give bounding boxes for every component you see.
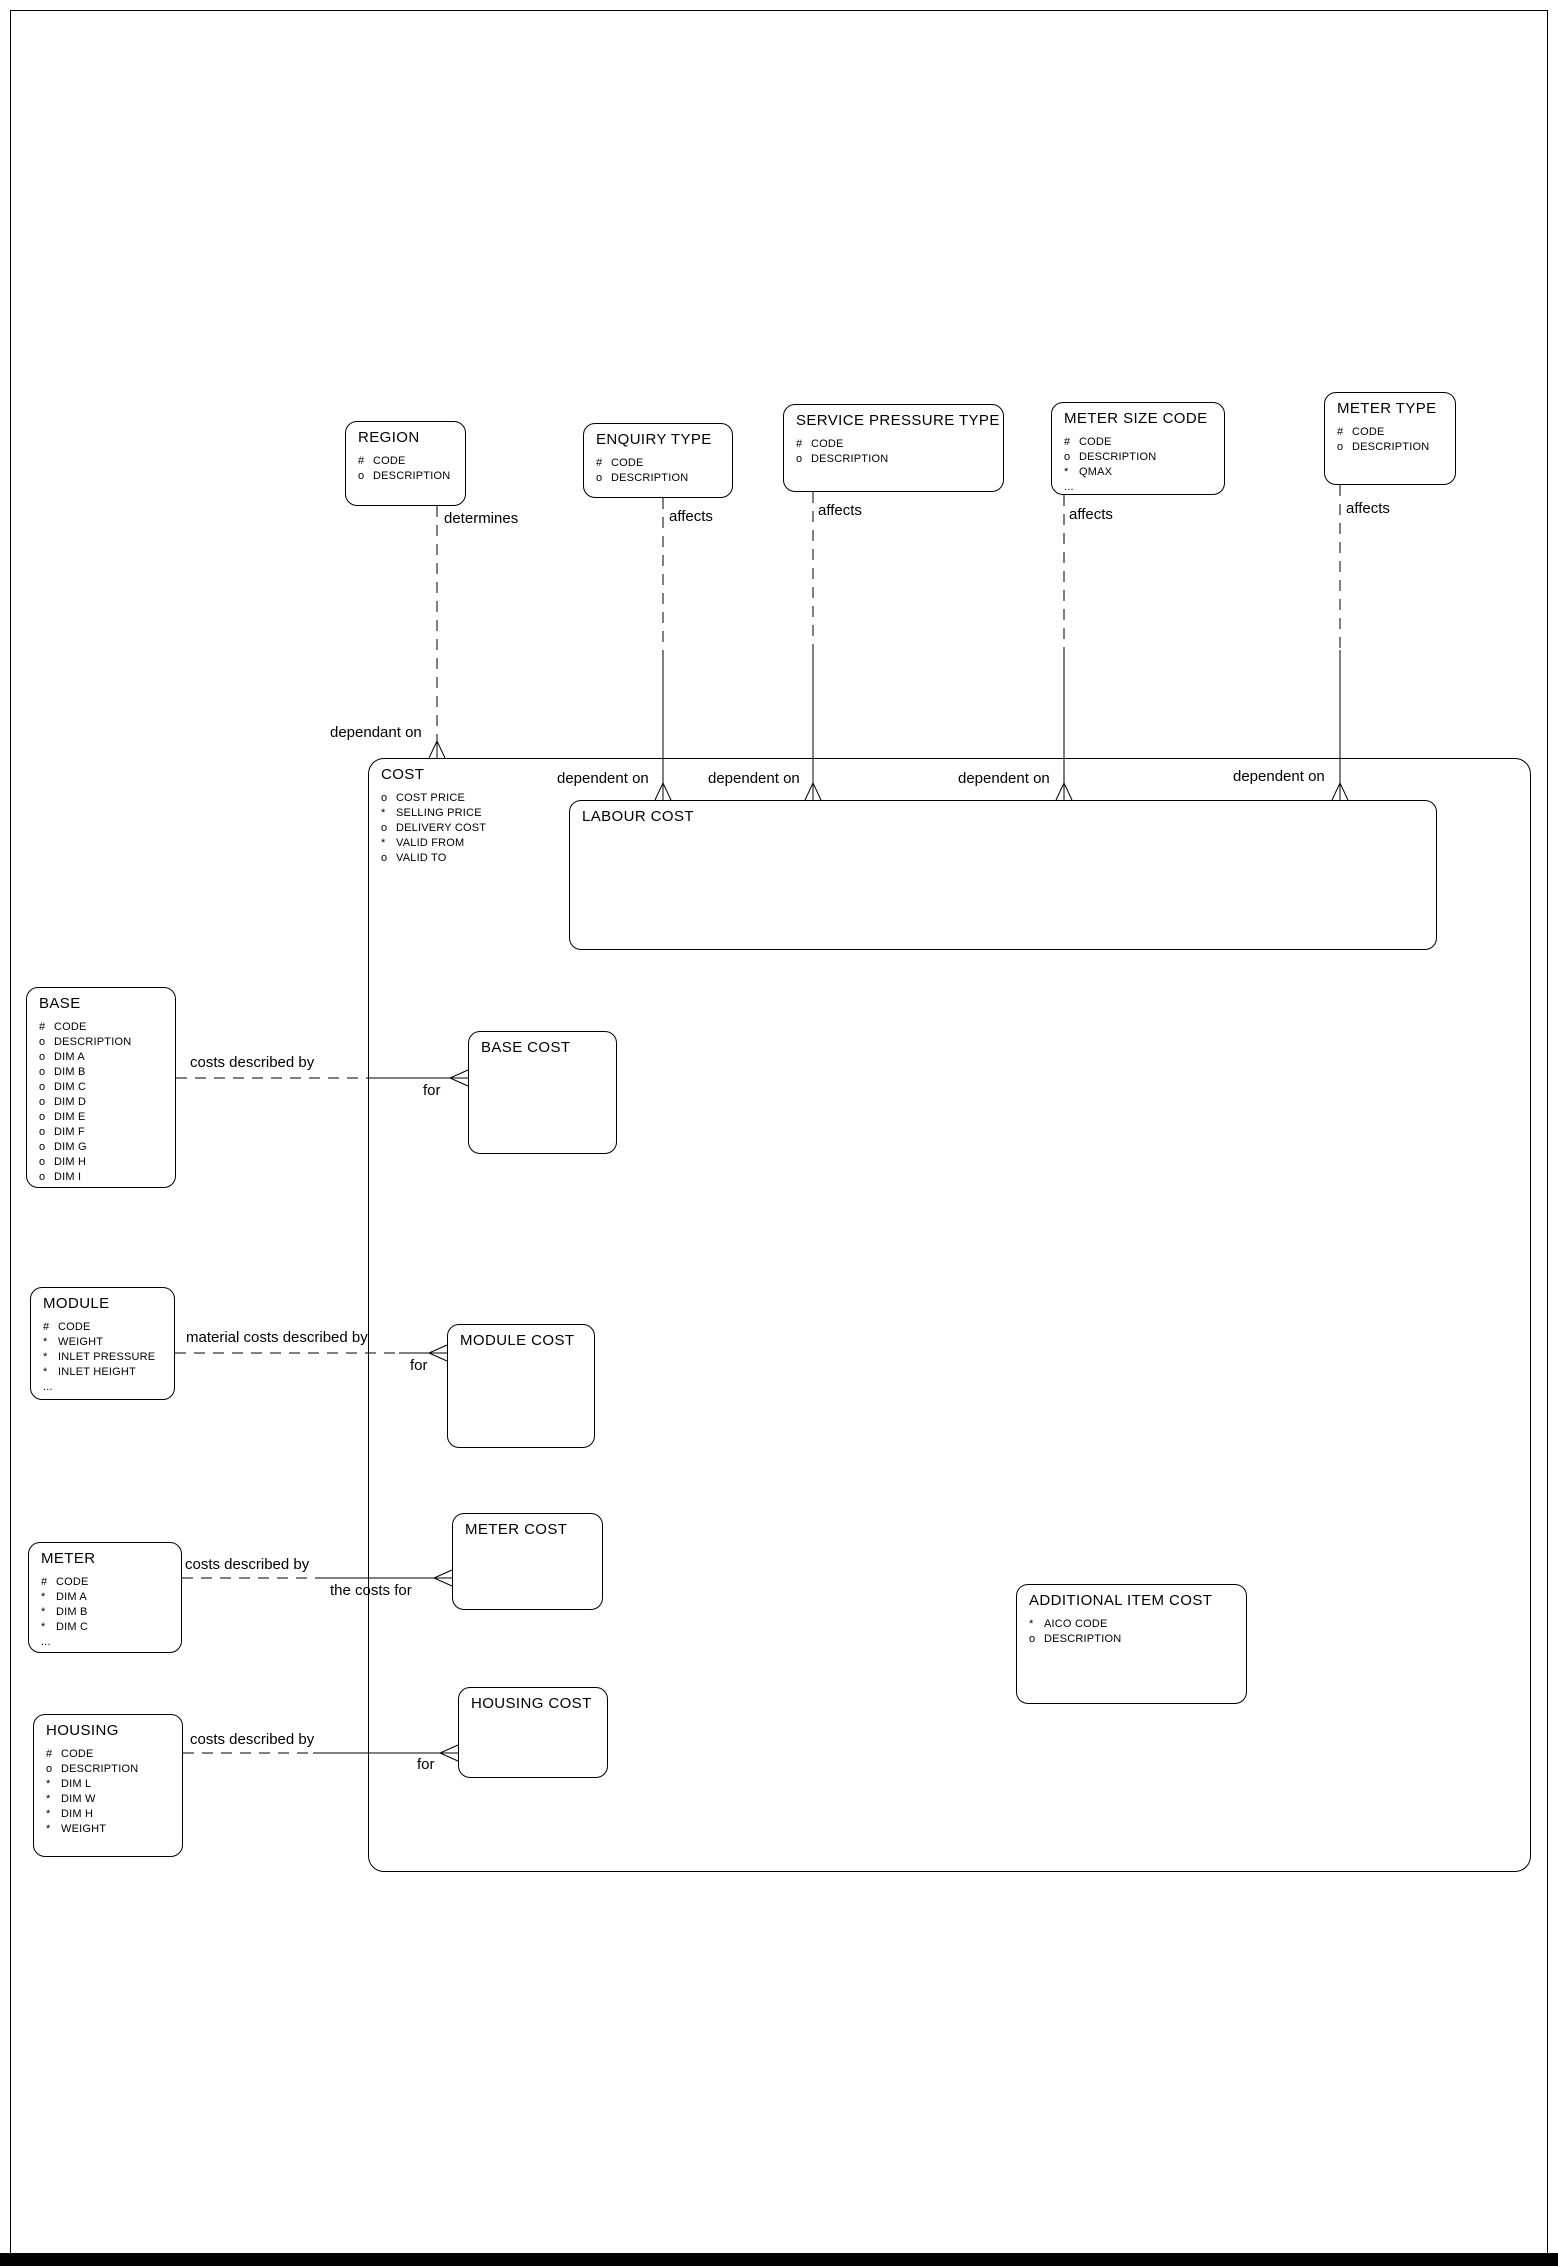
rel-label-determines: determines xyxy=(444,510,519,527)
entity-attribute: o DIM C xyxy=(39,1081,87,1093)
entity-attribute: # CODE xyxy=(46,1748,94,1760)
entity-title: METER xyxy=(41,1550,96,1567)
entity-module[interactable] xyxy=(30,1287,175,1400)
entity-attribute: # CODE xyxy=(41,1576,89,1588)
entity-additional-item-cost[interactable] xyxy=(1016,1584,1247,1704)
rel-label-housing-costs-described-by: costs described by xyxy=(190,1731,315,1748)
rel-label-affects-enquiry: affects xyxy=(669,508,713,525)
entity-attribute: * DIM C xyxy=(41,1621,89,1633)
entity-attribute: * VALID FROM xyxy=(381,837,465,849)
entity-meter-type[interactable] xyxy=(1324,392,1456,485)
entity-attribute: * INLET HEIGHT xyxy=(43,1366,136,1378)
entity-title: BASE xyxy=(39,995,81,1012)
rel-label-affects-service: affects xyxy=(818,502,862,519)
entity-attribute: * DIM W xyxy=(46,1793,96,1805)
entity-housing-cost[interactable] xyxy=(458,1687,608,1778)
entity-attribute: # CODE xyxy=(358,455,406,467)
entity-attribute: o DIM H xyxy=(39,1156,87,1168)
entity-attribute: ... xyxy=(1064,481,1074,493)
rel-label-affects-metersize: affects xyxy=(1069,506,1113,523)
entity-attribute: * DIM L xyxy=(46,1778,92,1790)
entity-attribute: o DIM A xyxy=(39,1051,85,1063)
entity-module-cost[interactable] xyxy=(447,1324,595,1448)
entity-attribute: o DESCRIPTION xyxy=(1064,451,1157,463)
entity-attribute: o COST PRICE xyxy=(381,792,466,804)
entity-attribute: o DIM E xyxy=(39,1111,86,1123)
entity-attrs xyxy=(1337,425,1449,455)
entity-attribute: * QMAX xyxy=(1064,466,1113,478)
entity-attrs xyxy=(358,454,459,484)
entity-attrs xyxy=(41,1575,175,1650)
entity-meter[interactable] xyxy=(28,1542,182,1653)
entity-title: METER COST xyxy=(465,1521,568,1538)
entity-attribute: # CODE xyxy=(596,457,644,469)
entity-base-cost[interactable] xyxy=(468,1031,617,1154)
entity-meter-size-code[interactable] xyxy=(1051,402,1225,495)
rel-label-meter-costs-described-by: costs described by xyxy=(185,1556,310,1573)
entity-attribute: o DESCRIPTION xyxy=(1337,441,1430,453)
rel-label-dependent-on-2: dependent on xyxy=(708,770,800,787)
entity-attribute: o DIM D xyxy=(39,1096,87,1108)
entity-housing[interactable] xyxy=(33,1714,183,1857)
entity-attribute: * WEIGHT xyxy=(43,1336,104,1348)
rel-label-dependent-on-4: dependent on xyxy=(1233,768,1325,785)
entity-attribute: # CODE xyxy=(796,438,844,450)
entity-title: MODULE COST xyxy=(460,1332,575,1349)
rel-label-affects-metertype: affects xyxy=(1346,500,1390,517)
entity-attribute: o DIM I xyxy=(39,1171,82,1183)
entity-attribute: # CODE xyxy=(1337,426,1385,438)
entity-attribute: o DESCRIPTION xyxy=(358,470,451,482)
rel-label-dependent-on-1: dependent on xyxy=(557,770,649,787)
rel-label-dependent-on-3: dependent on xyxy=(958,770,1050,787)
entity-attrs xyxy=(1064,435,1218,495)
rel-label-housing-for: for xyxy=(417,1756,435,1773)
entity-attribute: o DIM G xyxy=(39,1141,87,1153)
entity-attribute: * INLET PRESSURE xyxy=(43,1351,156,1363)
entity-title: COST xyxy=(381,766,425,783)
entity-attribute: ... xyxy=(41,1636,51,1648)
entity-attribute: o DESCRIPTION xyxy=(596,472,689,484)
entity-attribute: o DIM F xyxy=(39,1126,85,1138)
entity-attribute: * DIM A xyxy=(41,1591,87,1603)
entity-base[interactable] xyxy=(26,987,176,1188)
entity-title: REGION xyxy=(358,429,420,446)
entity-attribute: * WEIGHT xyxy=(46,1823,107,1835)
entity-title: BASE COST xyxy=(481,1039,571,1056)
entity-attribute: * DIM B xyxy=(41,1606,88,1618)
entity-title: HOUSING xyxy=(46,1722,119,1739)
entity-service-pressure-type[interactable] xyxy=(783,404,1004,492)
entity-labour-cost[interactable] xyxy=(569,800,1437,950)
entity-title: MODULE xyxy=(43,1295,110,1312)
entity-attribute: o DESCRIPTION xyxy=(39,1036,132,1048)
rel-label-dependant-on: dependant on xyxy=(330,724,422,741)
entity-title: ADDITIONAL ITEM COST xyxy=(1029,1592,1213,1609)
rel-label-module-costs-described-by: material costs described by xyxy=(186,1329,368,1346)
rel-label-base-for: for xyxy=(423,1082,441,1099)
entity-attribute: # CODE xyxy=(1064,436,1112,448)
entity-attribute: o DESCRIPTION xyxy=(1029,1633,1122,1645)
entity-title: ENQUIRY TYPE xyxy=(596,431,712,448)
entity-attrs xyxy=(39,1020,169,1185)
entity-attrs xyxy=(796,437,997,467)
entity-attribute: o DIM B xyxy=(39,1066,86,1078)
entity-attribute: o DESCRIPTION xyxy=(46,1763,139,1775)
entity-meter-cost[interactable] xyxy=(452,1513,603,1610)
entity-attribute: o DELIVERY COST xyxy=(381,822,487,834)
rel-label-module-for: for xyxy=(410,1357,428,1374)
entity-title: HOUSING COST xyxy=(471,1695,592,1712)
entity-attribute: # CODE xyxy=(39,1021,87,1033)
entity-attrs xyxy=(43,1320,168,1395)
entity-attribute: * DIM H xyxy=(46,1808,94,1820)
entity-attribute: ... xyxy=(43,1381,53,1393)
entity-title: METER TYPE xyxy=(1337,400,1437,417)
entity-title: LABOUR COST xyxy=(582,808,694,825)
entity-attrs xyxy=(1029,1617,1240,1647)
entity-attribute: * AICO CODE xyxy=(1029,1618,1108,1630)
page-bottom-bar xyxy=(0,2253,1558,2266)
entity-region[interactable] xyxy=(345,421,466,506)
rel-label-base-costs-described-by: costs described by xyxy=(190,1054,315,1071)
entity-attrs xyxy=(596,456,726,486)
rel-label-meter-the-costs-for: the costs for xyxy=(330,1582,412,1599)
entity-attribute: o DESCRIPTION xyxy=(796,453,889,465)
entity-attribute: # CODE xyxy=(43,1321,91,1333)
entity-enquiry-type[interactable] xyxy=(583,423,733,498)
entity-title: SERVICE PRESSURE TYPE xyxy=(796,412,1000,429)
entity-title: METER SIZE CODE xyxy=(1064,410,1208,427)
entity-attrs xyxy=(46,1747,176,1837)
entity-attribute: o VALID TO xyxy=(381,852,447,864)
entity-attribute: * SELLING PRICE xyxy=(381,807,482,819)
